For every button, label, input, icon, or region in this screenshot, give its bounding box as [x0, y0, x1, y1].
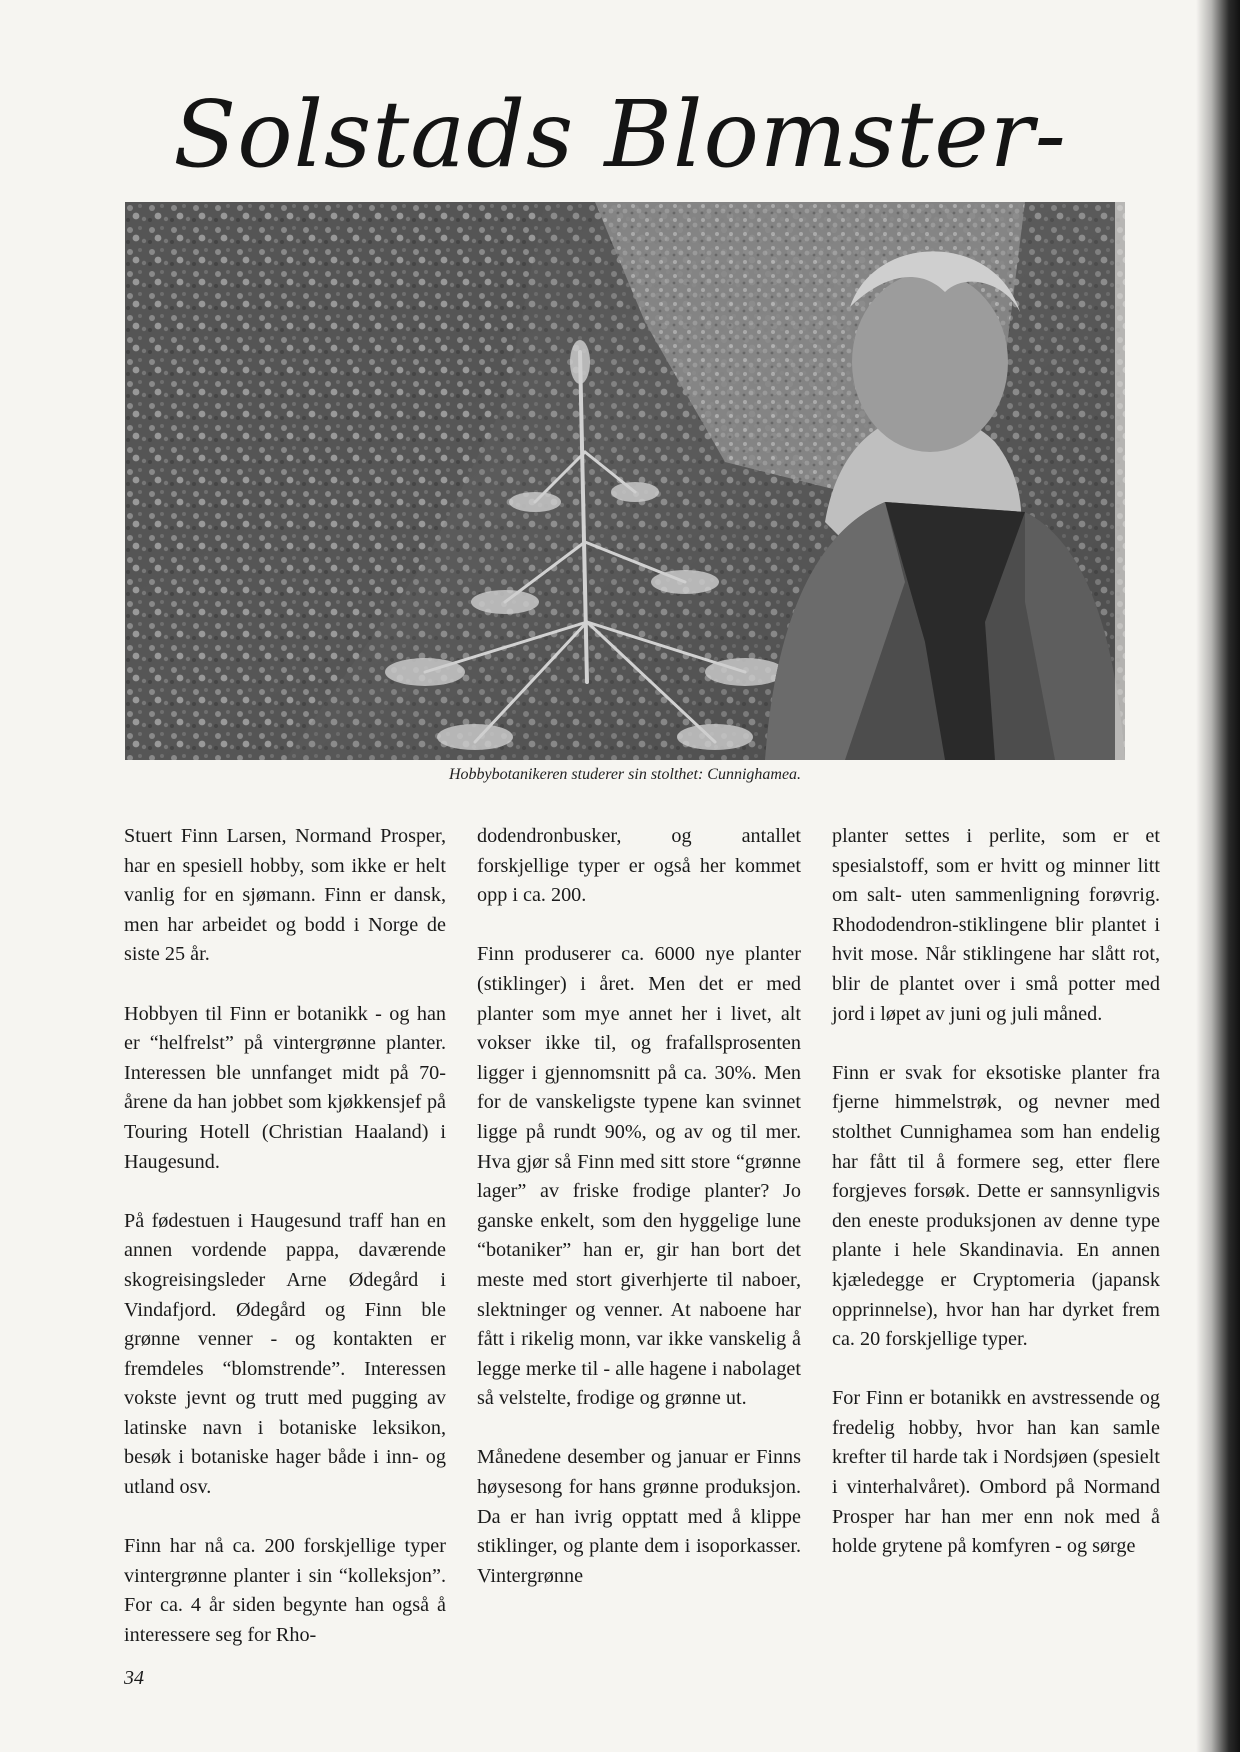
book-spine-shadow [1196, 0, 1240, 1752]
paragraph: Hobbyen til Finn er botanikk - og han er “helfrelst” på vintergrønne planter. Interessen ble unnfanget midt på 70-årene da han jobbet som kjøkkensjef på Touring Hotell (Christian Haaland) i Haugesund. [124, 1002, 446, 1173]
paragraph: Finn har nå ca. 200 forskjellige typer vintergrønne planter i sin “kolleksjon”. For ca. 4 år siden begynte han også å interessere seg for Rho- [124, 1535, 446, 1647]
paragraph: Finn produserer ca. 6000 nye planter (stiklinger) i året. Men det er med planter som mye annet her i livet, alt vokser ikke til, og frafallsprosenten ligger i gjennomsnitt på ca. 30%. Men for de vanskeligste typene kan svinnet ligge på rundt 90%, og av og til mer. Hva gjør så Finn med sitt store “grønne lager” av friske frodige planter? Jo ganske enkelt, som den hyggelige lune “botaniker” han er, gir han bort det meste med stort giverhjerte til naboer, slektninger og venner. At naboene har fått i rikelig monn, var ikke vanskelig å legge merke til - alle hagene i nabolaget så velstelte, frodige og grønne ut. [477, 943, 801, 1410]
paragraph: Månedene desember og januar er Finns høysesong for hans grønne produksjon. Da er han ivrig opptatt med å klippe stiklinger, og plante dem i isoporkasser. Vintergrønne [477, 1446, 801, 1587]
text-column-3 [832, 822, 1160, 1632]
page-number: 34 [124, 1667, 144, 1689]
paragraph: Finn er svak for eksotiske planter fra fjerne himmelstrøk, og nevner med stolthet Cunnighamea som han endelig har fått til å formere seg, etter flere forgjeves forsøk. Dette er sannsynligvis den eneste produksjonen av denne type plante i hele Skandinavia. En annen kjæledegge er Cryptomeria (japansk opprinnelse), hvor han har dyrket frem ca. 20 forskjellige typer. [832, 1061, 1160, 1351]
photo-image [125, 202, 1125, 760]
text-column-2 [477, 822, 801, 1632]
paragraph: For Finn er botanikk en avstressende og fredelig hobby, hvor han kan samle krefter til harde tak i Nordsjøen (spesielt i vinterhalvåret). Ombord på Normand Prosper har han mer enn nok med å holde grytene på komfyren - og sørge [832, 1387, 1160, 1558]
article-photo [125, 202, 1125, 760]
paragraph: På fødestuen i Haugesund traff han en annen vordende pappa, daværende skogreisingsleder Arne Ødegård i Vindafjord. Ødegård og Finn ble grønne venner - og kontakten er fremdeles “blomstrende”. Interessen vokste jevnt og trutt med pugging av latinske navn i botaniske leksikon, besøk i botaniske hager både i inn- og utland osv. [124, 1209, 446, 1499]
paragraph: dodendronbusker, og antallet forskjellige typer er også her kommet opp i ca. 200. [477, 825, 801, 907]
photo-caption: Hobbybotanikeren studerer sin stolthet: Cunnighamea. [448, 766, 802, 783]
article-title: Solstads Blomster- [173, 81, 1067, 188]
paragraph: Stuert Finn Larsen, Normand Prosper, har en spesiell hobby, som ikke er helt vanlig for en sjømann. Finn er dansk, men har arbeidet og bodd i Norge de siste 25 år. [124, 825, 446, 966]
paragraph: planter settes i perlite, som er et spesialstoff, som er hvitt og minner litt om salt- uten sammenligning forøvrig. Rhododendron-stiklingene blir plantet i hvit mose. Når stiklingene har slått rot, blir de plantet over i små potter med jord i løpet av juni og juli måned. [832, 825, 1160, 1025]
text-column-1 [124, 822, 446, 1647]
